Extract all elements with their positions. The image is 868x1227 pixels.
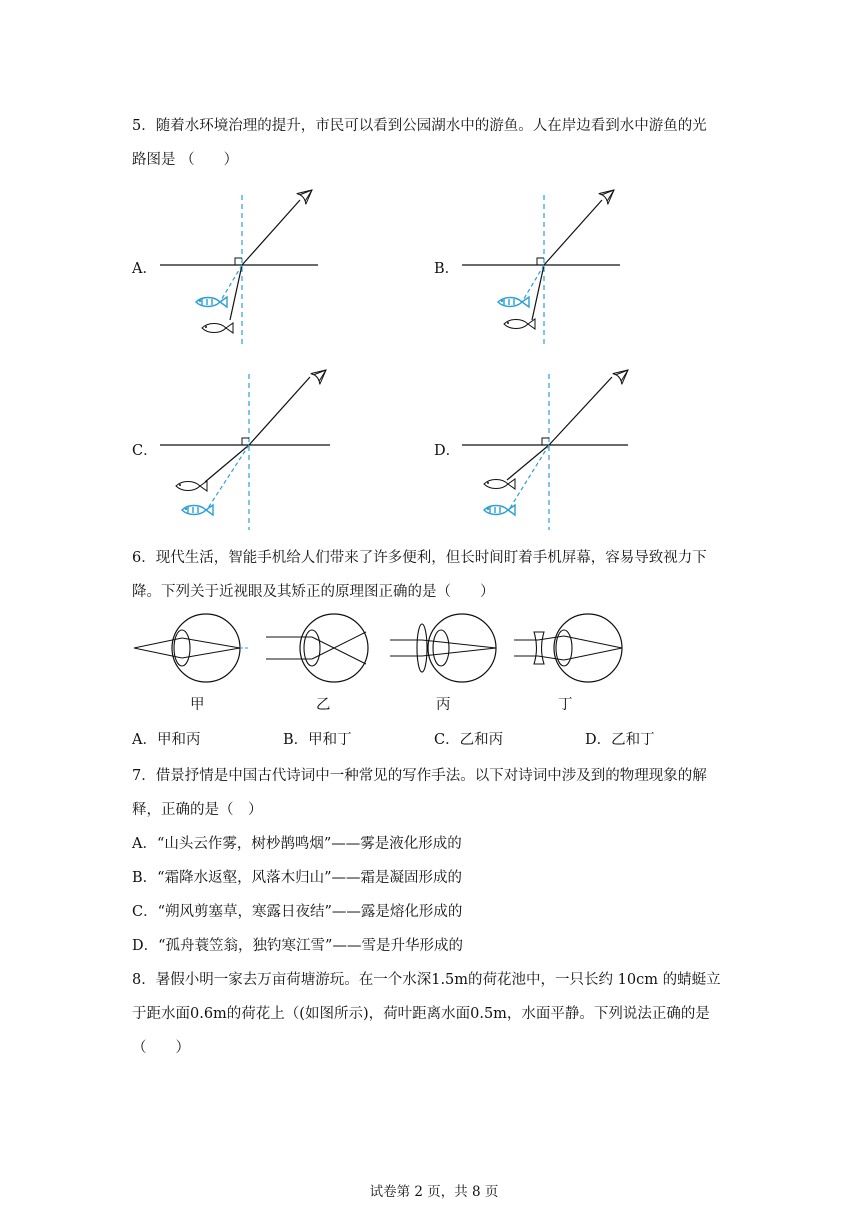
q5-stem-line2: 路图是 （ ） <box>132 152 239 168</box>
q5-option-c-label[interactable]: C． <box>132 443 158 459</box>
q7-option-c[interactable]: C．“朔风剪塞草，寒露日夜结”——露是熔化形成的 <box>132 904 463 920</box>
q5-option-d-label[interactable]: D． <box>434 443 461 459</box>
q6-choice-d[interactable]: D．乙和丁 <box>585 732 655 748</box>
q6-stem-line1: 6．现代生活，智能手机给人们带来了许多便利，但长时间盯着手机屏幕，容易导致视力下 <box>132 550 707 566</box>
eye-label-jia: 甲 <box>190 697 205 713</box>
eye-diagram-bing <box>386 612 502 684</box>
q7-option-a[interactable]: A．“山头云作雾，树杪鹊鸣烟”——雾是液化形成的 <box>132 836 462 852</box>
eye-diagram-jia <box>130 612 248 684</box>
eye-diagram-ding <box>512 612 628 684</box>
q5-option-a-label[interactable]: A． <box>132 261 157 277</box>
q6-stem-line2: 降。下列关于近视眼及其矫正的原理图正确的是（ ） <box>132 584 495 600</box>
q5-diagram-c <box>150 362 340 532</box>
eye-label-ding: 丁 <box>558 697 573 713</box>
eye-diagram-yi <box>262 612 374 684</box>
q8-stem-line2: 于距水面0.6m的荷花上（(如图所示)，荷叶距离水面0.5m，水面平静。下列说法正确的是 <box>132 1006 710 1022</box>
q6-choice-c[interactable]: C．乙和丙 <box>434 732 504 748</box>
q5-stem-line1: 5．随着水环境治理的提升，市民可以看到公园湖水中的游鱼。人在岸边看到水中游鱼的光 <box>132 118 707 134</box>
q5-diagram-b <box>452 180 642 350</box>
q5-option-b-label[interactable]: B． <box>434 261 460 277</box>
q7-option-d[interactable]: D．“孤舟蓑笠翁，独钓寒江雪”——雪是升华形成的 <box>132 938 463 954</box>
q8-stem-line1: 8．暑假小明一家去万亩荷塘游玩。在一个水深1.5m的荷花池中，一只长约 10cm 的蜻蜓立 <box>132 972 721 988</box>
q8-stem-line3: （ ） <box>132 1040 190 1056</box>
q5-diagram-a <box>150 180 340 350</box>
page-footer: 试卷第 2 页，共 8 页 <box>369 1184 499 1200</box>
eye-label-bing: 丙 <box>436 697 451 713</box>
eye-label-yi: 乙 <box>316 697 331 713</box>
q5-diagram-d <box>452 362 642 532</box>
q7-stem-line2: 释，正确的是（ ） <box>132 802 263 818</box>
q7-stem-line1: 7．借景抒情是中国古代诗词中一种常见的写作手法。以下对诗词中涉及到的物理现象的解 <box>132 768 707 784</box>
q6-choice-b[interactable]: B．甲和丁 <box>283 732 352 748</box>
q6-choice-a[interactable]: A．甲和丙 <box>132 732 201 748</box>
q7-option-b[interactable]: B．“霜降水返壑，风落木归山”——霜是凝固形成的 <box>132 870 462 886</box>
